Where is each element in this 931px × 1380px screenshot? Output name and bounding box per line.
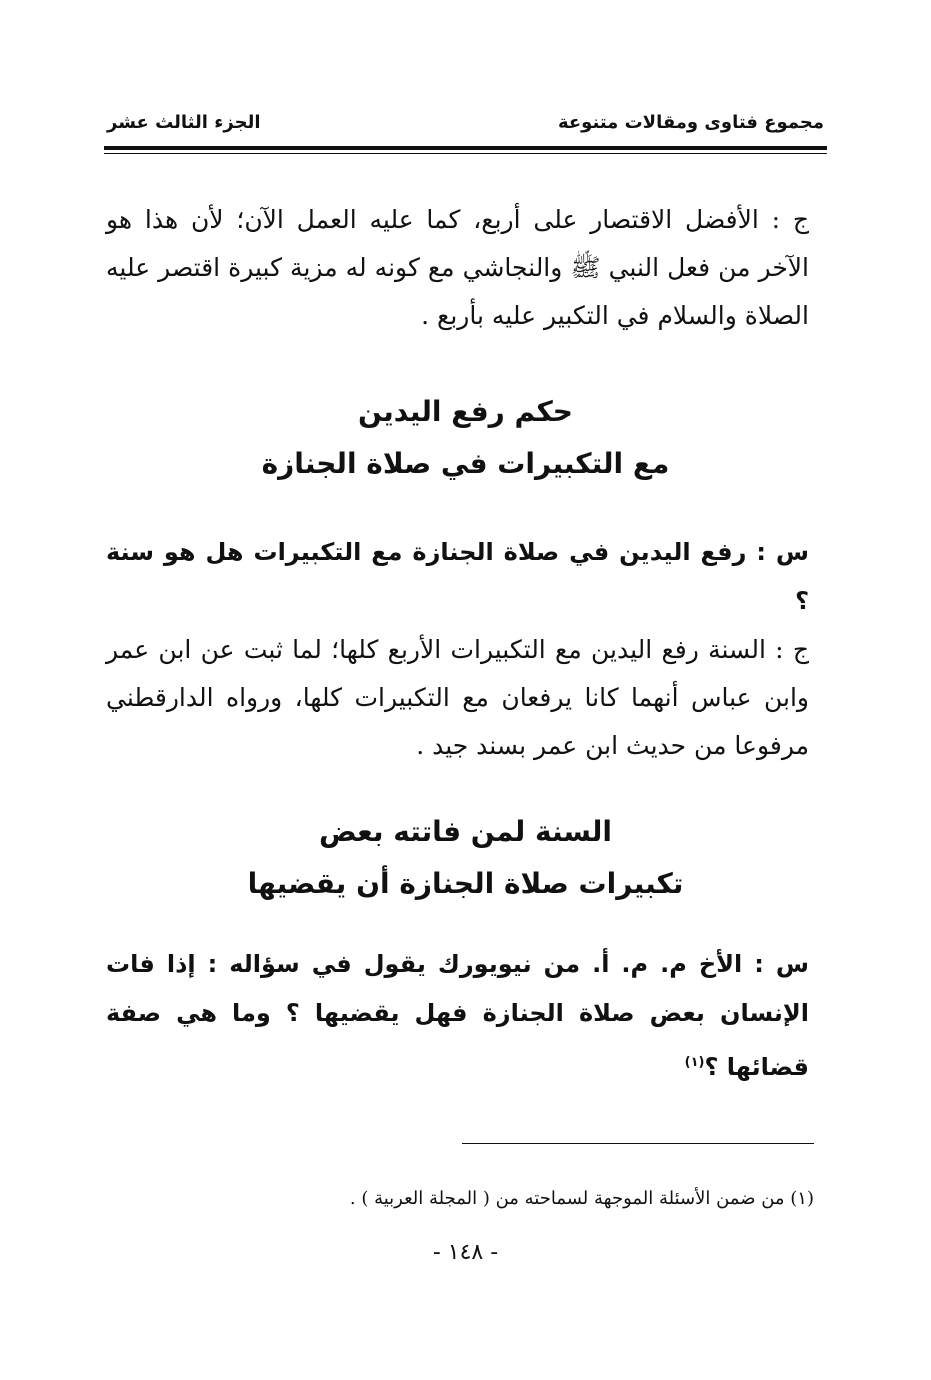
question-paragraph-2: س : رفع اليدين في صلاة الجنازة مع التكبيرات هل هو سنة ؟ bbox=[106, 538, 809, 615]
heading-1-line-2: مع التكبيرات في صلاة الجنازة bbox=[261, 447, 670, 480]
answer-paragraph-1: ج : الأفضل الاقتصار على أربع، كما عليه العمل الآن؛ لأن هذا هو الآخر من فعل النبي ﷺ والنجاشي مع كونه له مزية كبيرة اقتصر عليه الصلاة والسلام في التكبير عليه بأربع . bbox=[106, 205, 809, 330]
header-rule-thin bbox=[104, 153, 827, 154]
running-header bbox=[107, 112, 824, 133]
footnote-separator bbox=[462, 1143, 814, 1144]
header-rule-thick bbox=[104, 146, 827, 150]
question-3-text: س : الأخ م. م. أ. من نيويورك يقول في سؤاله : إذا فات الإنسان بعض صلاة الجنازة فهل يقضيها ؟ وما هي صفة قضائها ؟ bbox=[106, 950, 809, 1081]
page-number: - ١٤٨ - bbox=[432, 1240, 499, 1265]
footnote-reference: (١) bbox=[684, 1055, 705, 1070]
section-heading-1 bbox=[106, 386, 825, 490]
header-book-title: مجموع فتاوى ومقالات متنوعة bbox=[557, 112, 824, 133]
section-heading-2 bbox=[106, 806, 825, 910]
header-volume: الجزء الثالث عشر bbox=[107, 112, 261, 133]
heading-2-line-2: تكبيرات صلاة الجنازة أن يقضيها bbox=[247, 867, 684, 900]
footnote: (١) من ضمن الأسئلة الموجهة لسماحته من ( المجلة العربية ) . bbox=[349, 1188, 814, 1209]
answer-paragraph-2: ج : السنة رفع اليدين مع التكبيرات الأربع كلها؛ لما ثبت عن ابن عمر وابن عباس أنهما كانا يرفعان مع التكبيرات كلها، ورواه الدارقطني مرفوعا من حديث ابن عمر بسند جيد . bbox=[106, 635, 809, 760]
heading-1-line-1: حكم رفع اليدين bbox=[358, 395, 573, 428]
question-paragraph-3 bbox=[106, 940, 809, 1092]
heading-2-line-1: السنة لمن فاتته بعض bbox=[318, 815, 613, 848]
